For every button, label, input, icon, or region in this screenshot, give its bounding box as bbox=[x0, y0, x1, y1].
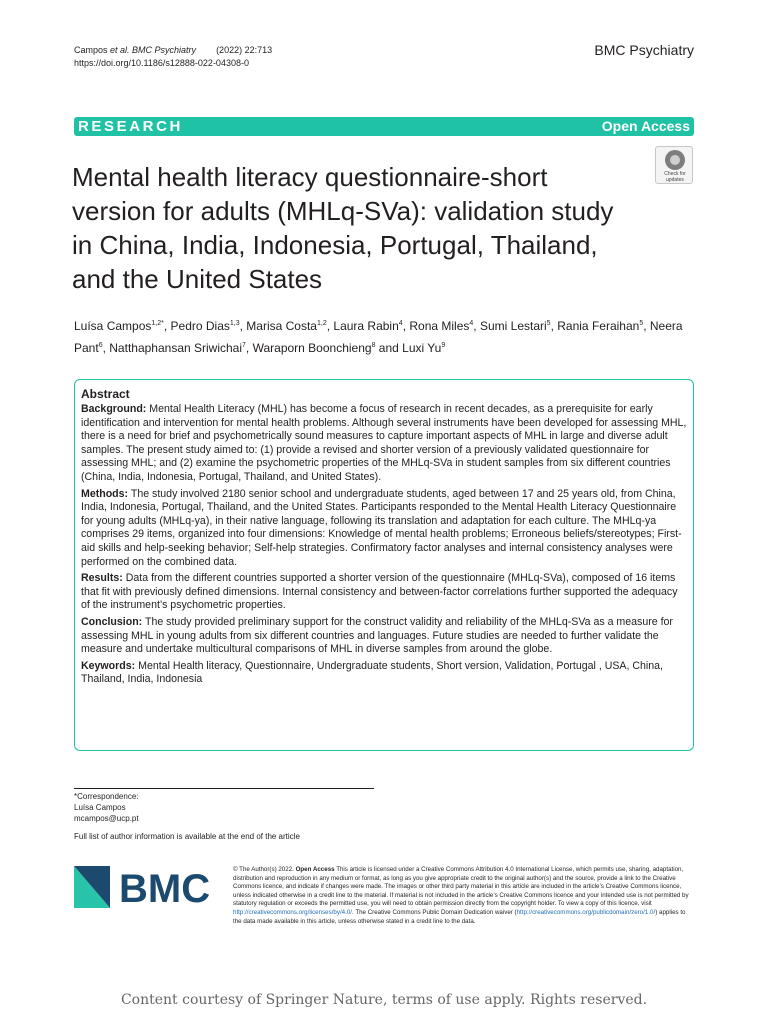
background-text: Mental Health Literacy (MHL) has become a focus of research in recent decades, as a prerequisite for early identification and intervention for mental health problems. Although several instruments have been developed for assessing MHL, there is a need for brief and psychometrically sound measures to capture important aspects of MHL in large and diverse adult samples. The present study aimed to: (1) provide a revised and shorter version of a previously validated questionnaire for assessing MHL; and (2) examine the psychometric properties of the MHLq-SVa in student samples from six different countries (China, India, Indonesia, Portugal, Thailand, and United States). bbox=[81, 403, 687, 483]
author-affiliation: 1,2 bbox=[316, 320, 327, 327]
correspondence-email[interactable]: mcampos@ucp.pt bbox=[74, 814, 139, 823]
license-body-2: . The Creative Commons Public Domain Dedication waiver ( bbox=[352, 908, 517, 916]
keywords-label: Keywords: bbox=[81, 659, 136, 672]
author-name[interactable]: Neera Pant bbox=[74, 319, 683, 355]
background-label: Background: bbox=[81, 403, 147, 415]
author-name[interactable]: Sumi Lestari bbox=[479, 319, 547, 333]
courtesy-footer: Content courtesy of Springer Nature, terms of use apply. Rights reserved. bbox=[120, 992, 648, 1008]
bmc-logo-text: BMC bbox=[119, 867, 211, 910]
abstract-box bbox=[74, 379, 694, 751]
author-affiliation: 5 bbox=[546, 320, 551, 327]
license-link-by[interactable]: http://creativecommons.org/licenses/by/4.0/ bbox=[233, 908, 352, 916]
license-body: This article is licensed under a Creative Commons Attribution 4.0 International License, which permits use, sharing, adaptation, distribution and reproduction in any medium or format, as long as you give appropriate credit to the original author(s) and the source, provide a link to the Creative Commons licence, and indicate if changes were made. The images or other third party material in this article are included in the article’s Creative Commons licence, unless indicated otherwise in a credit line to the material. If material is not included in the article’s Creative Commons licence and your intended use is not permitted by statutory regulation or exceeds the permitted use, you will need to obtain permission directly from the copyright holder. To view a copy of this licence, visit bbox=[233, 866, 689, 908]
bmc-logo bbox=[74, 864, 224, 910]
conclusion-text: The study provided preliminary support for the construct validity and reliability of the MHLq-SVa as a measure for assessing MHL in young adults from six different countries and languages. Future studies are needed to further validate the measure and undertake multicultural comparisons of MHL in diverse samples from around the globe. bbox=[81, 615, 673, 656]
author-name[interactable]: Luísa Campos bbox=[74, 319, 152, 333]
results-label: Results: bbox=[81, 572, 123, 585]
author-affiliation: 7 bbox=[242, 342, 246, 349]
correspondence-block bbox=[74, 791, 139, 824]
doi-link[interactable]: https://doi.org/10.1186/s12888-022-04308-0 bbox=[74, 58, 249, 68]
author-name[interactable]: Natthaphansan Sriwichai bbox=[109, 341, 243, 355]
author-affiliation: 8 bbox=[371, 342, 376, 349]
license-text bbox=[233, 866, 695, 926]
author-affiliation: 5 bbox=[639, 320, 644, 327]
correspondence-name: Luísa Campos bbox=[74, 803, 126, 812]
author-affiliation: 1,2* bbox=[151, 320, 164, 327]
author-name[interactable]: Waraporn Boonchieng bbox=[252, 341, 372, 355]
author-affiliation: 4 bbox=[398, 320, 403, 327]
license-oa: Open Access bbox=[295, 866, 335, 873]
keywords-text: Mental Health literacy, Questionnaire, Undergraduate students, Short version, Validation, Portugal , USA, China, Thailand, India, Indonesia bbox=[81, 659, 663, 686]
author-affiliation: 6 bbox=[98, 342, 103, 349]
abstract-keywords bbox=[81, 660, 687, 687]
citation-header bbox=[74, 44, 272, 70]
citation-etal: et al. BMC Psychiatry bbox=[110, 45, 197, 55]
open-access-label: Open Access bbox=[601, 118, 690, 134]
results-text: Data from the different countries supported a shorter version of the questionnaire (MHLq-SVa), composed of 16 items that fit with previously defined dimensions. Internal consistency and between-factor correlations further supported the adequacy of the instrument’s psychometric properties. bbox=[81, 572, 678, 612]
abstract-heading: Abstract bbox=[81, 387, 130, 401]
author-name[interactable]: Laura Rabin bbox=[333, 319, 399, 333]
license-lead: © The Author(s) 2022. bbox=[233, 866, 294, 873]
license-body-3: ) applies to the data made available in this article, unless otherwise stated in a credit line to the data. bbox=[233, 908, 686, 925]
author-affiliation: 9 bbox=[441, 342, 446, 349]
citation-author: Campos bbox=[74, 45, 108, 55]
methods-text: The study involved 2180 senior school and undergraduate students, aged between 17 and 25 years old, from China, India, Indonesia, Portugal, Thailand, and the United States. Participants responded to the Mental Health Literacy Questionnaire for young adults (MHLq-ya), in their native language, following its translation and adaptation for each culture. The MHLq-ya comprises 29 items, organized into four dimensions: Knowledge of mental health problems; Erroneous beliefs/stereotypes; First-aid skills and help-seeking behavior; Self-help strategies. Confirmatory factor analyses and internal consistency analyses were performed on the combined data. bbox=[81, 487, 682, 568]
author-affiliation: 1,3 bbox=[229, 320, 240, 327]
methods-label: Methods: bbox=[81, 487, 129, 500]
journal-name: BMC Psychiatry bbox=[594, 42, 694, 58]
author-name[interactable]: Pedro Dias bbox=[170, 319, 230, 333]
license-link-zero[interactable]: http://creativecommons.org/publicdomain/zero/1.0/ bbox=[516, 908, 656, 916]
author-info-note: Full list of author information is available at the end of the article bbox=[74, 832, 300, 841]
article-title: Mental health literacy questionnaire-short version for adults (MHLq-SVa): validation study in China, India, Indonesia, Portugal, Thailand, and the United States bbox=[72, 162, 614, 294]
check-updates-icon bbox=[665, 150, 685, 170]
check-updates-text: Check for updates bbox=[664, 171, 686, 183]
abstract-results bbox=[81, 572, 687, 613]
article-type-label: RESEARCH bbox=[78, 118, 183, 135]
footnote-divider bbox=[74, 788, 374, 789]
correspondence-label: *Correspondence: bbox=[74, 792, 139, 801]
author-affiliation: 4 bbox=[469, 320, 474, 327]
abstract-methods bbox=[81, 488, 687, 570]
article-type-banner bbox=[74, 117, 694, 136]
check-for-updates-badge[interactable] bbox=[655, 146, 693, 184]
author-name[interactable]: Rania Feraihan bbox=[557, 319, 640, 333]
author-list: Luísa Campos$^{1,2*}$, Pedro Dias$^{1,3}$, Marisa Costa$^{1,2}$, Laura Rabin$^4$, Rona Miles$^4$, Sumi Lestari$^5$, Rania Feraihan$^5$, Neera Pant$^6$, Natthaphansan Sriwichai$^7$, Waraporn Boonchieng$^8$ and Luxi Yu$^9$ bbox=[74, 319, 683, 355]
author-name[interactable]: Luxi Yu bbox=[402, 341, 442, 355]
author-name[interactable]: Rona Miles bbox=[409, 319, 470, 333]
abstract-conclusion bbox=[81, 616, 687, 657]
conclusion-label: Conclusion: bbox=[81, 615, 143, 628]
abstract-background bbox=[81, 403, 687, 485]
citation-volume: (2022) 22:713 bbox=[216, 45, 273, 55]
author-name[interactable]: Marisa Costa bbox=[246, 319, 317, 333]
